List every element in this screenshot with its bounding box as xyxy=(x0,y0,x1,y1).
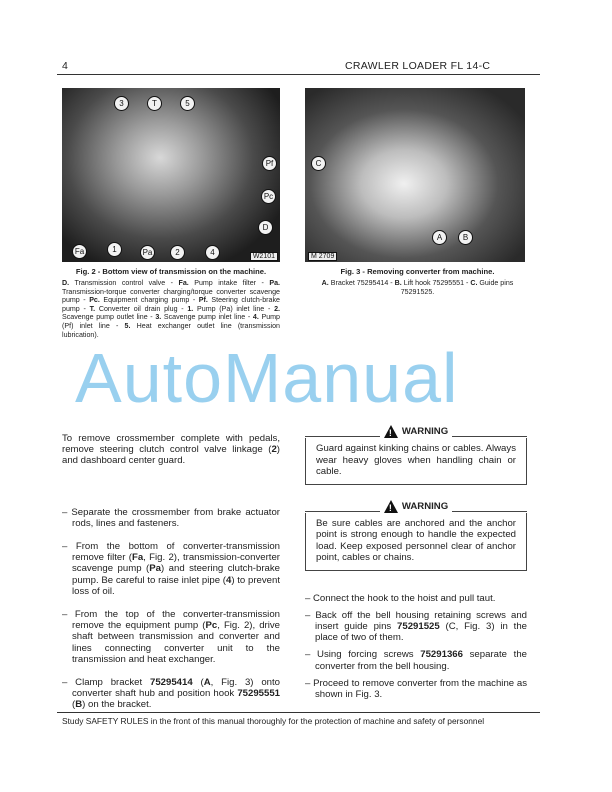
header-rule xyxy=(57,74,540,75)
intro-paragraph: To remove crossmember complete with pedals, remove steering clutch control valve linkage (2) and dashboard center guard. xyxy=(62,433,280,467)
callout: 3 xyxy=(114,96,129,111)
warning-heading xyxy=(380,425,452,438)
footer-rule xyxy=(57,712,540,713)
warning-label: WARNING xyxy=(401,500,449,512)
document-title: CRAWLER LOADER FL 14-C xyxy=(345,60,491,72)
callout: D xyxy=(258,220,273,235)
step-item: – From the top of the converter-transmission remove the equipment pump (Pc, Fig. 2), drive shaft between transmission and converter and lines connecting converter unit to the transmission and heat exchanger. xyxy=(62,609,280,665)
warning-rule xyxy=(452,436,527,437)
figure-code: W2101 xyxy=(250,252,278,261)
step-item: – Clamp bracket 75295414 (A, Fig. 3) onto converter shaft hub and position hook 75295551 (B) on the bracket. xyxy=(62,677,280,711)
callout: C xyxy=(311,156,326,171)
warning-block xyxy=(305,499,527,571)
callout: A xyxy=(432,230,447,245)
callout: T xyxy=(147,96,162,111)
step-item: – Proceed to remove converter from the machine as shown in Fig. 3. xyxy=(305,677,527,700)
callout: B xyxy=(458,230,473,245)
warning-rule xyxy=(305,511,380,512)
fig2-photo xyxy=(62,88,280,262)
fig2-title: Fig. 2 - Bottom view of transmission on the machine. xyxy=(75,267,267,276)
callout: Pf xyxy=(262,156,277,171)
fig3-title: Fig. 3 - Removing converter from machine. xyxy=(340,267,495,276)
fig3-caption xyxy=(305,267,530,296)
callout: 1 xyxy=(107,242,122,257)
figure-code: M 2709 xyxy=(308,252,337,261)
callout: Pc xyxy=(261,189,276,204)
step-item: – Using forcing screws 75291366 separate the converter from the bell housing. xyxy=(305,649,527,672)
footer-note: Study SAFETY RULES in the front of this manual thoroughly for the protection of machine and safety of personnel xyxy=(62,716,485,726)
warning-box: Guard against kinking chains or cables. Always wear heavy gloves when handling chain or cable. xyxy=(305,438,527,485)
warning-label: WARNING xyxy=(401,426,449,437)
callout: 4 xyxy=(205,245,220,260)
callout: 2 xyxy=(170,245,185,260)
warning-triangle-icon xyxy=(384,425,398,438)
fig3-legend: A. Bracket 75295414 - B. Lift hook 75295551 - C. Guide pins 75291525. xyxy=(321,279,514,296)
watermark: AutoManual xyxy=(75,339,459,417)
fig2-caption xyxy=(62,267,280,339)
warning-heading xyxy=(380,500,452,513)
warning-rule xyxy=(305,436,380,437)
callout: Pa xyxy=(140,245,155,260)
page-number: 4 xyxy=(62,60,69,72)
step-item: – Connect the hook to the hoist and pull taut. xyxy=(305,592,496,604)
warning-rule xyxy=(452,511,527,512)
callout: 5 xyxy=(180,96,195,111)
fig3-photo xyxy=(305,88,525,262)
step-item: – Separate the crossmember from brake actuator rods, lines and fasteners. xyxy=(62,506,280,529)
warning-block xyxy=(305,424,527,485)
callout: Fa xyxy=(72,244,87,259)
warning-triangle-icon xyxy=(384,500,398,513)
left-column xyxy=(62,433,280,711)
step-item: – Back off the bell housing retaining screws and insert guide pins 75291525 (C, Fig. 3) in the place of two of them. xyxy=(305,609,527,644)
step-item: – From the bottom of converter-transmission remove filter (Fa, Fig. 2), transmission-converter scavenge pump (Pa) and steering clutch-brake pump. Be careful to raise inlet pipe (4) to prevent loss of oil. xyxy=(62,541,280,597)
warning-box: Be sure cables are anchored and the anchor point is strong enough to handle the expected load. Keep exposed personnel clear of anchor point, cables or chains. xyxy=(305,513,527,571)
right-column xyxy=(305,424,527,700)
fig2-legend: D. Transmission control valve - Fa. Pump intake filter - Pa. Transmission-torque converter charging/torque converter scavenge pump - Pc. Equipment charging pump - Pf. Steering clutch-brake pump - T. Converter oil drain plug - 1. Pump (Pa) inlet line - 2. Scavenge pump outlet line - 3. Scavenge pump inlet line - 4. Pump (Pf) inlet line - 5. Heat exchanger outlet line (transmission lubrication). xyxy=(62,279,280,339)
